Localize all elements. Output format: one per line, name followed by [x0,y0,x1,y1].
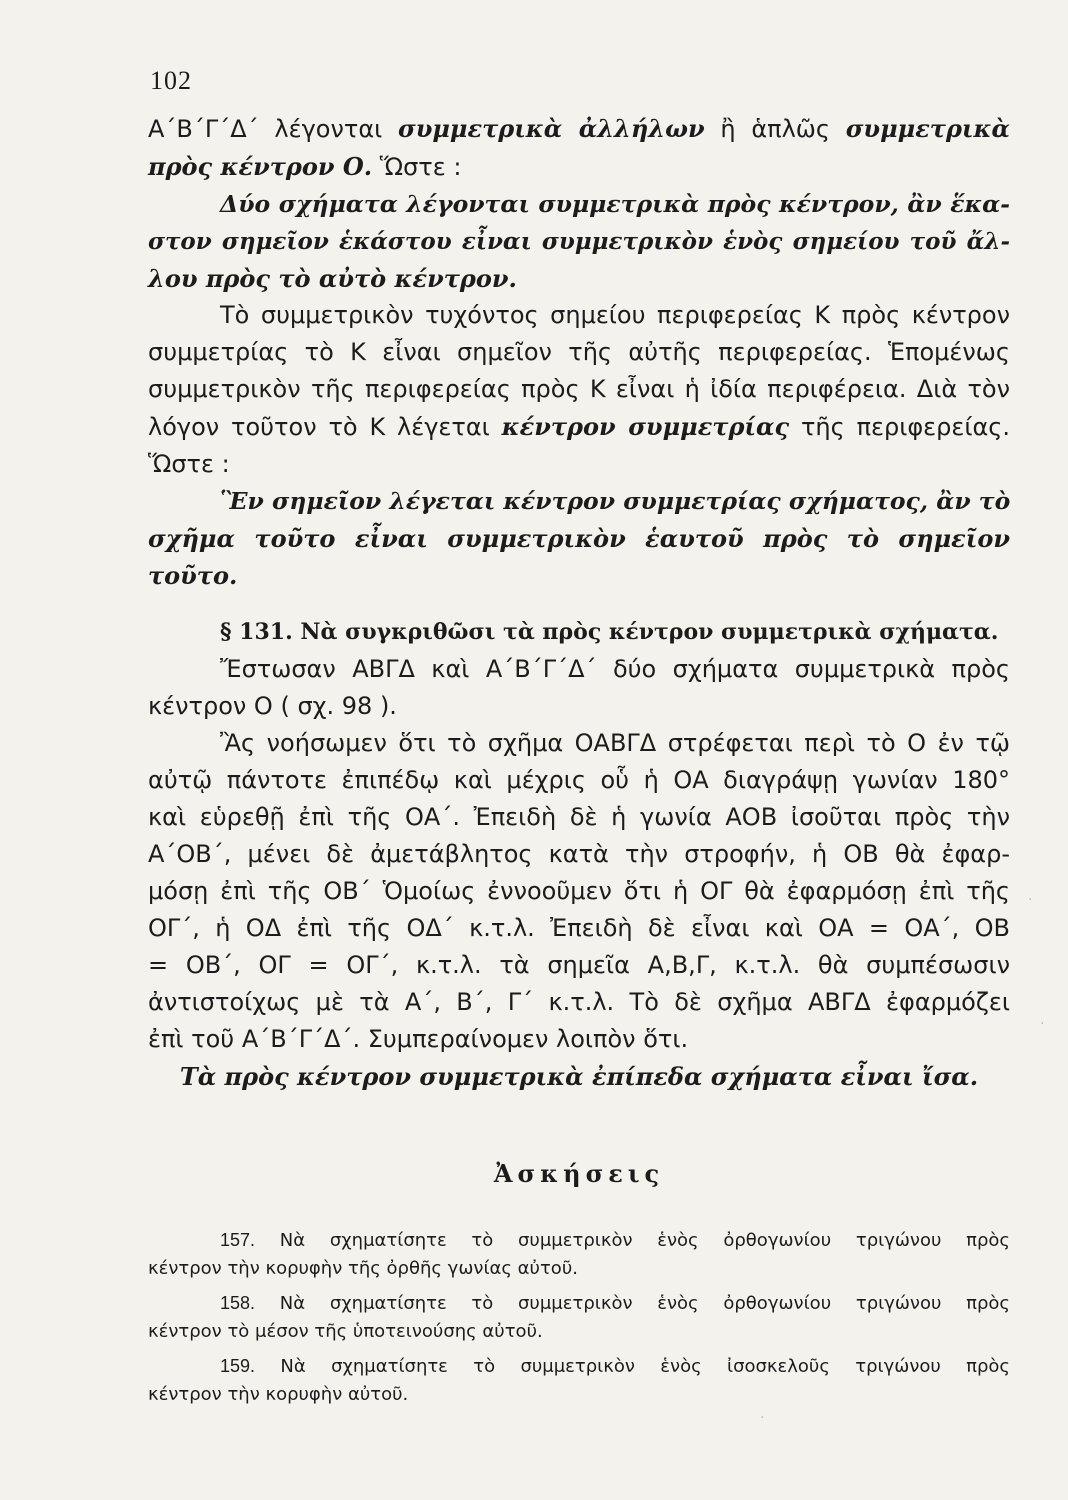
exercise-line: κέντρον τὴν κορυφὴν τῆς ὀρθῆς γωνίας αὐτοῦ. [148,1258,578,1279]
intro-text: ἢ ἁπλῶς [704,115,846,143]
section-line-6: Α΄ΟΒ΄, μένει δὲ ἀμετάβλητος κατὰ τὴν στροφήν, ἡ ΟΒ θὰ ἐφαρ- [148,840,1010,868]
scan-speck: · [1028,892,1033,908]
paragraph-text: τῆς περιφερείας. [789,413,1011,441]
exercise-text: Νὰ σχηματίσητε τὸ συμμετρικὸν ἑνὸς ἰσοσκελοῦς τριγώνου πρὸς [255,1356,1010,1377]
paragraph-2-line-1: Τὸ συμμετρικὸν τυχόντος σημείου περιφερείας Κ πρὸς κέντρον [220,301,1010,329]
exercise-line: κέντρον τὴν κορυφὴν αὐτοῦ. [148,1384,409,1405]
exercise-text: Νὰ σχηματίσητε τὸ συμμετρικὸν ἑνὸς ὀρθογωνίου τριγώνου πρὸς [255,1293,1010,1314]
intro-emphasis: συμμετρικὰ ἀλλήλων [398,114,705,143]
exercise-number: 159. [220,1356,256,1376]
intro-emphasis: πρὸς κέντρον Ο. [148,152,373,181]
paragraph-2-line-3: συμμετρικὸν τῆς περιφερείας πρὸς Κ εἶναι ἡ ἰδία περιφέρεια. Διὰ τὸν [148,375,1010,403]
section-line-10: ἀντιστοίχως μὲ τὰ Α΄, Β΄, Γ΄ κ.τ.λ. Τὸ δὲ σχῆμα ΑΒΓΔ ἐφαρμόζει [148,988,1010,1016]
paragraph-2-line-4 [148,408,1010,446]
exercises-heading: Ἀσκήσεις [493,1159,665,1188]
section-conclusion: Τὰ πρὸς κέντρον συμμετρικὰ ἐπίπεδα σχήματα εἶναι ἴσα. [179,1062,979,1091]
intro-text: Ὥστε : [372,153,462,181]
paragraph-emphasis: κέντρον συμμετρίας [501,412,790,441]
section-line-1: Ἔστωσαν ΑΒΓΔ καὶ Α΄Β΄Γ΄Δ΄ δύο σχήματα συμμετρικὰ πρὸς [220,655,1010,683]
definition-1-line-3: λου πρὸς τὸ αὐτὸ κέντρον. [148,264,517,293]
exercise-line [148,1352,1010,1381]
definition-2-line-1: Ἓν σημεῖον λέγεται κέντρον συμμετρίας σχήματος, ἂν τὸ [220,487,1011,515]
exercise-item [148,1352,1010,1409]
scan-speck: · [760,1410,765,1426]
definition-1-line-2: στον σημεῖον ἑκάστου εἶναι συμμετρικὸν ἑνὸς σημείου τοῦ ἄλ- [148,228,1010,255]
paragraph-2-line-2: συμμετρίας τὸ Κ εἶναι σημεῖον τῆς αὐτῆς περιφερείας. Ἑπομένως [148,338,1010,366]
intro-line-2 [148,148,1010,186]
section-line-2: κέντρον Ο ( σχ. 98 ). [148,692,397,720]
intro-emphasis: συμμετρικὰ [845,114,1010,143]
definition-1-line-1: Δύο σχήματα λέγονται συμμετρικὰ πρὸς κέντρον, ἂν ἕκα- [220,190,1010,218]
exercise-line [148,1289,1010,1318]
exercise-line: κέντρον τὸ μέσον τῆς ὑποτεινούσης αὐτοῦ. [148,1321,543,1342]
exercise-line [148,1226,1010,1255]
section-line-7: μόσῃ ἐπὶ τῆς ΟΒ΄ Ὁμοίως ἐννοοῦμεν ὅτι ἡ ΟΓ θὰ ἐφαρμόσῃ ἐπὶ τῆς [148,877,1010,905]
paragraph-text: λόγον τοῦτον τὸ Κ λέγεται [148,413,502,441]
definition-2-line-2: σχῆμα τοῦτο εἶναι συμμετρικὸν ἑαυτοῦ πρὸς τὸ σημεῖον [148,524,1010,553]
exercise-number: 158. [220,1293,256,1313]
exercise-item [148,1289,1010,1346]
exercise-number: 157. [220,1230,256,1250]
definition-2-line-3: τοῦτο. [148,561,238,590]
intro-line-1 [148,110,1010,148]
section-line-5: καὶ εὑρεθῇ ἐπὶ τῆς ΟΑ΄. Ἐπειδὴ δὲ ἡ γωνία ΑΟΒ ἰσοῦται πρὸς τὴν [148,803,1010,831]
intro-text: Α΄Β΄Γ΄Δ΄ λέγονται [148,115,399,143]
section-heading: § 131. Νὰ συγκριθῶσι τὰ πρὸς κέντρον συμμετρικὰ σχήματα. [220,619,999,645]
scan-speck: · [1040,1016,1045,1032]
section-line-8: ΟΓ΄, ἡ ΟΔ ἐπὶ τῆς ΟΔ΄ κ.τ.λ. Ἐπειδὴ δὲ εἶναι καὶ ΟΑ = ΟΑ΄, ΟΒ [148,914,1010,942]
paragraph-2-line-5: Ὥστε : [148,450,230,478]
text-column [148,110,1010,1409]
exercise-item [148,1226,1010,1283]
section-line-9: = ΟΒ΄, ΟΓ = ΟΓ΄, κ.τ.λ. τὰ σημεῖα Α,Β,Γ, κ.τ.λ. θὰ συμπέσωσιν [148,951,1010,979]
section-line-3: Ἂς νοήσωμεν ὅτι τὸ σχῆμα ΟΑΒΓΔ στρέφεται περὶ τὸ Ο ἐν τῷ [220,729,1010,757]
exercise-text: Νὰ σχηματίσητε τὸ συμμετρικὸν ἑνὸς ὀρθογωνίου τριγώνου πρὸς [255,1230,1010,1251]
page-number: 102 [150,66,192,95]
section-line-11: ἐπὶ τοῦ Α΄Β΄Γ΄Δ΄. Συμπεραίνομεν λοιπὸν ὅτι. [148,1025,689,1053]
section-line-4: αὐτῷ πάντοτε ἐπιπέδῳ καὶ μέχρις οὗ ἡ ΟΑ διαγράψῃ γωνίαν 180° [148,766,1010,794]
exercises-list [148,1226,1010,1409]
